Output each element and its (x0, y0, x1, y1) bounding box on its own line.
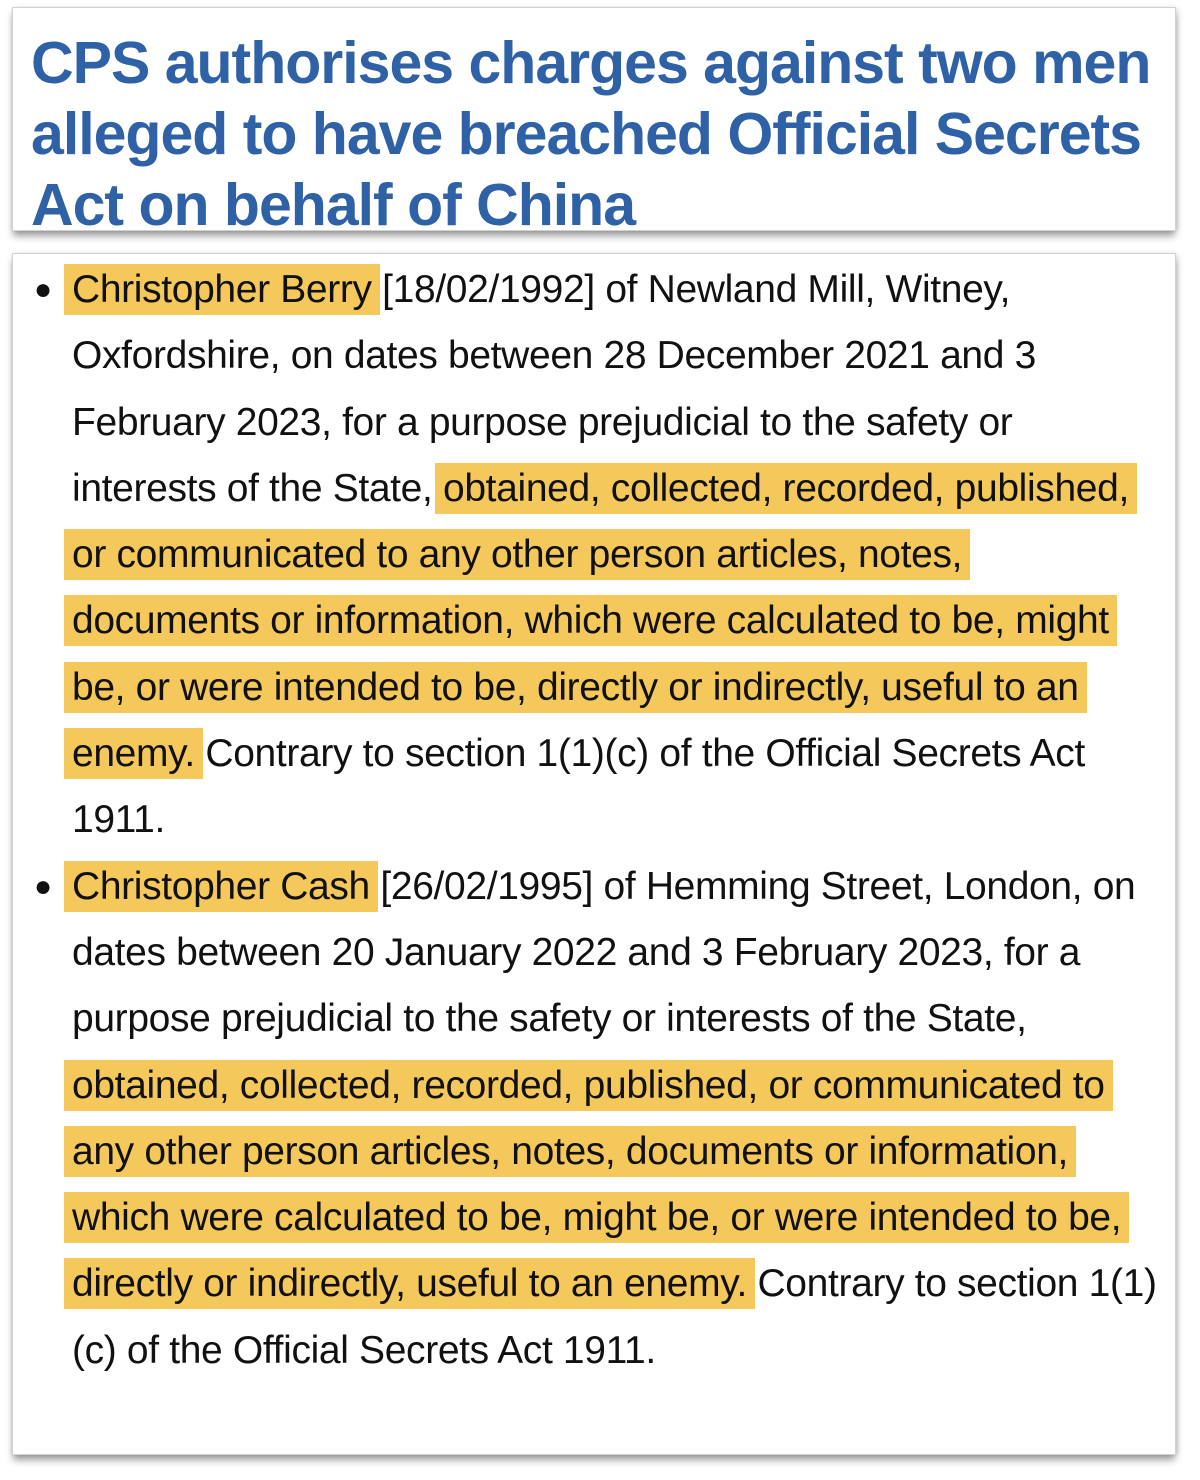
defendant-name: Christopher Cash (64, 861, 378, 912)
statute-text: Contrary to section 1(1)(c) of the Official Secrets Act 1911. (72, 1262, 1157, 1372)
charge-item-berry (34, 257, 1157, 854)
statute-text: Contrary to section 1(1)(c) of the Official Secrets Act 1911. (72, 732, 1085, 842)
headline: CPS authorises charges against two men alleged to have breached Official Secrets Act on behalf of China (31, 30, 1151, 238)
charge-details: of Hemming Street, London, on dates between 20 January 2022 and 3 February 2023, for a purpose prejudicial to the safety or interests of the State, (72, 864, 1136, 1041)
headline-clipping (13, 8, 1175, 238)
bullet-icon: ● (34, 869, 52, 903)
defendant-dob: [18/02/1992] (382, 268, 595, 311)
defendant-name: Christopher Berry (64, 264, 380, 315)
offence-text: obtained, collected, recorded, published, or communicated to any other person articles, notes, documents or information, which were calculated to be, might be, or were intended to be, directly or indirectly, useful to an enemy. (64, 463, 1137, 779)
offence-text: obtained, collected, recorded, published, or communicated to any other person articles, notes, documents or information, which were calculated to be, might be, or were intended to be, directly or indirectly, useful to an enemy. (64, 1060, 1129, 1310)
defendant-dob: [26/02/1995] (380, 864, 594, 908)
charge-details: of Newland Mill, Witney, Oxfordshire, on dates between 28 December 2021 and 3 February 2023, for a purpose prejudicial to the safety or interests of the State, (72, 268, 1036, 510)
bullet-icon: ● (34, 273, 52, 306)
charges-list (31, 257, 1157, 1384)
charges-clipping (13, 254, 1175, 1454)
charge-item-cash (34, 854, 1157, 1384)
